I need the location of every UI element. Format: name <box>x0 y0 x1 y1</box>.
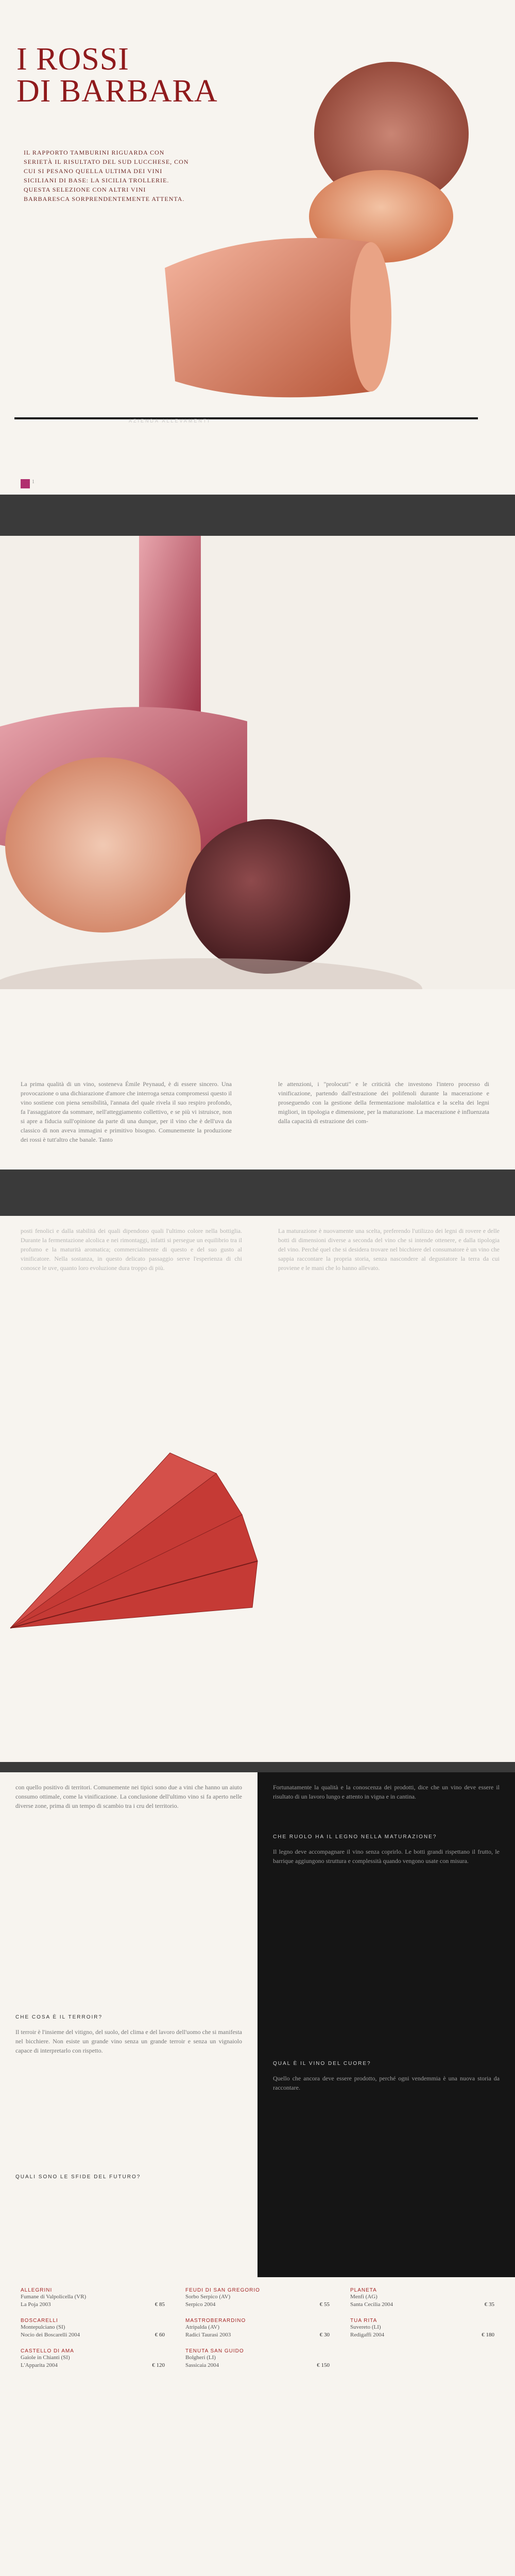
wine-entry <box>350 2318 494 2339</box>
wine-name: Radici Taurasi 2003 <box>185 2332 231 2338</box>
wine-name: Sassicaia 2004 <box>185 2362 219 2368</box>
producer-name: TENUTA SAN GUIDO <box>185 2348 244 2354</box>
section-bar <box>14 417 478 419</box>
producer-name: ALLEGRINI <box>21 2287 53 2293</box>
wine-row <box>185 2362 330 2369</box>
wine-row <box>185 2331 330 2339</box>
wine-row <box>21 2301 165 2309</box>
interview-question-2: QUALI SONO LE SFIDE DEL FUTURO? <box>15 2174 141 2180</box>
red-fan-image <box>0 1443 268 1659</box>
producer-place: Menfi (AG) <box>350 2294 377 2300</box>
wine-row <box>185 2301 330 2309</box>
wine-name: L'Apparita 2004 <box>21 2362 58 2368</box>
interview-answer-2: Fortunatamente la qualità e la conoscenza dei prodotti, dice che un vino deve essere il risultato di un lavoro lungo e attento in vigna e in cantina. <box>273 1784 500 1800</box>
article-column-4: La maturazione è nuovamente una scelta, preferendo l'utilizzo dei legni di rovere e delle botti di dimensioni diverse a seconda del vino che si intende ottenere, e dalla tipologia del vino. Perché quel che si desidera trovare nel bicchiere del consumatore è un vino che sappia raccontare la propria storia, senza nascondere al degustatore la terra da cui proviene e le mani che lo hanno allevato. <box>278 1227 500 1272</box>
page-1 <box>0 0 515 495</box>
wine-entry <box>21 2318 165 2339</box>
wine-row <box>21 2331 165 2339</box>
wine-name: Nocio dei Boscarelli 2004 <box>21 2332 80 2338</box>
wine-entry <box>185 2348 330 2369</box>
interview-intro: con quello positivo di territori. Comunemente nei tipici sono due a vini che hanno un aiuto consumo ottimale, come la vinificazione. La conclusione dell'ultimo vino si fa aperto nelle diverse zone, prima di un tempo di scambio tra i cru del territorio. <box>15 1784 242 1809</box>
producer-place: Suvereto (LI) <box>350 2324 381 2330</box>
page-number-badge <box>21 479 30 488</box>
wine-glasses-image <box>0 536 515 989</box>
interview-answer-4: Quello che ancora deve essere prodotto, perché ogni vendemmia è una nuova storia da raccontare. <box>273 2075 500 2091</box>
producer-place: Atripalda (AV) <box>185 2324 220 2330</box>
interview-question-3: CHE RUOLO HA IL LEGNO NELLA MATURAZIONE? <box>273 1834 437 1840</box>
page-3 <box>0 1216 515 1762</box>
article-column-2: le attenzioni, i "prolocuti" e le criticità che investono l'intero processo di vinificazione, partendo dall'estrazione dei polifenoli durante la macerazione e proseguendo con la gestione della fermentazione malolattica e la scelta dei legni migliori, in tipologia e dimensione, per la maturazione. La macerazione è influenzata dalla capacità di estrazione dei com- <box>278 1080 489 1125</box>
intro-paragraph: IL RAPPORTO TAMBURINI RIGUARDA CON SERIETÀ IL RISULTATO DEL SUD LUCCHESE, CON CUI SI PESANO QUELLA ULTIMA DEI VINI SICILIANI DI BASE: LA SICILIA TROLLERIE. QUESTA SELEZIONE CON ALTRI VINI BARBARESCA SORPRENDENTEMENTE ATTENTA. <box>24 149 189 202</box>
wine-price: € 55 <box>319 2301 330 2308</box>
page-2 <box>0 536 515 1170</box>
wine-price: € 35 <box>484 2301 494 2308</box>
interview-question-4: QUAL È IL VINO DEL CUORE? <box>273 2061 371 2066</box>
page-title <box>16 43 218 107</box>
producer-place: Sorbo Serpico (AV) <box>185 2294 231 2300</box>
producer-name: MASTROBERARDINO <box>185 2318 246 2324</box>
wine-name: Serpico 2004 <box>185 2301 216 2308</box>
wine-entry <box>185 2287 330 2309</box>
interview-answer-1: Il terroir è l'insieme del vitigno, del suolo, del clima e del lavoro dell'uomo che si manifesta nel bicchiere. Non esiste un grande vino senza un grande terroir e senza un vignaiolo capace di interpretarlo con rispetto. <box>15 2028 242 2054</box>
producer-place: Bolgheri (LI) <box>185 2354 216 2361</box>
page-number-text: 1 <box>32 479 35 485</box>
interview-question-1: CHE COSA È IL TERROIR? <box>15 2014 103 2020</box>
wine-price: € 180 <box>482 2332 494 2338</box>
dark-column <box>258 1772 515 2277</box>
wine-entry <box>185 2318 330 2339</box>
wine-price: € 60 <box>154 2332 165 2338</box>
interview-answer-3: Il legno deve accompagnare il vino senza coprirlo. Le botti grandi rispettano il frutto, le barrique aggiungono struttura e complessità quando vengono usate con misura. <box>273 1848 500 1865</box>
wine-entry <box>350 2287 494 2309</box>
wine-list-5 <box>21 2287 494 2369</box>
wine-price: € 85 <box>154 2301 165 2308</box>
producer-name: FEUDI DI SAN GREGORIO <box>185 2287 260 2293</box>
page-5 <box>0 2277 515 2576</box>
wine-row <box>350 2331 494 2339</box>
producer-name: BOSCARELLI <box>21 2318 58 2324</box>
article-column-1: La prima qualità di un vino, sosteneva Émile Peynaud, è di essere sincero. Una provocazione o una dichiarazione d'amore che interroga senza compromessi questo il vino sostiene con piena sensibilità, l'annata del quale rivela il suo respiro profondo, fa l'assaggiatore da sommare, nell'atteggiamento collettivo, e se più vi istruisce, non si apre a fiducia sull'opinione da parte di una dunque, per il vino che è dell'uva da classico di non aveva immagini e primitivo bisogno. Comunemente la produzione dei rossi è tutt'altro che banale. Tanto <box>21 1080 232 1143</box>
wine-price: € 30 <box>319 2332 330 2338</box>
article-column-3: posti fenolici e dalla stabilità dei quali dipendono quali l'ultimo colore nella bottiglia. Durante la fermentazione alcolica e nei rimontaggi, infatti si persegue un equilibrio tra il profumo e la maturità aromatica; commercialmente di questo e del suo gusto al vinificatore. Nella sostanza, in questo delicato passaggio serve l'esperienza di chi conosce le uve, quanto loro evoluzione dura troppo di più. <box>21 1227 242 1272</box>
wine-row <box>350 2301 494 2309</box>
wine-row <box>21 2362 165 2369</box>
section-label: AZIENDA ALLEVAMENTI <box>129 418 211 423</box>
page-4 <box>0 1772 515 2277</box>
wine-name: Santa Cecilia 2004 <box>350 2301 393 2308</box>
title-line-1: I ROSSI <box>16 42 129 77</box>
title-line-2: DI BARBARA <box>16 74 218 109</box>
producer-name: CASTELLO DI AMA <box>21 2348 74 2354</box>
producer-name: PLANETA <box>350 2287 377 2293</box>
producer-name: TUA RITA <box>350 2318 377 2324</box>
wine-entry <box>21 2348 165 2369</box>
wine-price: € 120 <box>152 2362 165 2368</box>
producer-place: Gaiole in Chianti (SI) <box>21 2354 70 2361</box>
wine-entry <box>21 2287 165 2309</box>
wine-price: € 150 <box>317 2362 330 2368</box>
producer-place: Fumane di Valpolicella (VR) <box>21 2294 87 2300</box>
wine-name: La Poja 2003 <box>21 2301 51 2308</box>
producer-place: Montepulciano (SI) <box>21 2324 65 2330</box>
wine-name: Redigaffi 2004 <box>350 2332 385 2338</box>
